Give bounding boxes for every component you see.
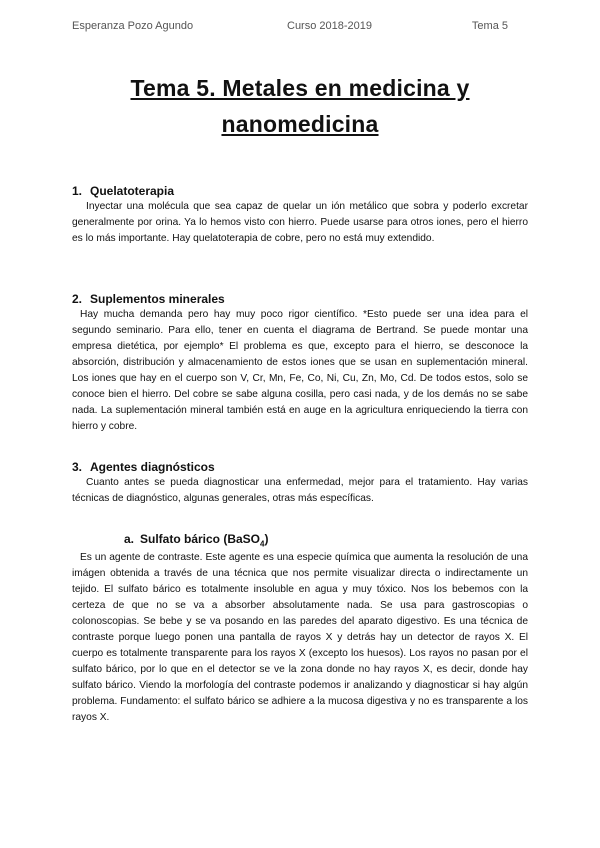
- title-line-2: nanomedicina: [221, 111, 379, 137]
- section-heading-agentes: [72, 460, 528, 474]
- section-number: 1.: [72, 184, 83, 198]
- header-topic: Tema 5: [471, 20, 508, 32]
- section-heading-suplementos: [72, 292, 528, 306]
- subsection-title-suffix: ): [264, 532, 269, 546]
- header-course: Curso 2018-2019: [287, 20, 373, 32]
- section-title: Suplementos minerales: [90, 292, 225, 306]
- subsection-paragraph-sulfato: Es un agente de contraste. Este agente es una especie química que aumenta la resolución de una imágen obtenida a través de una técnica que nos permite visualizar directa o indirectamente un tejido. El sulfato bárico es totalmente insoluble en agua y muy tóxico. Nos los bebemos con la certeza de que no se va a absorber absolutamente nada. Se usa para gastroscopias o colonoscopias. Se bebe y se va posando en las paredes del aparato digestivo. Es una técnica de contraste porque luego ponen una pantalla de rayos X y detrás hay un detector de rayos X. El cuerpo es totalmente transparente para los rayos X (excepto los huesos). Los rayos no pasan por el sulfato bárico, por lo que en el detector se ve la zona donde no hay rayos X, es decir, donde hay sulfato bárico. Viendo la morfología del contraste podemos ir analizando y diagnosticar si hay algún problema. Fundamento: el sulfato bárico se adhiere a la mucosa digestiva y no es transparente a los rayos X.: [72, 552, 528, 723]
- section-heading-quelatoterapia: [72, 184, 528, 198]
- title-line-1: Tema 5. Metales en medicina y: [130, 75, 470, 101]
- subsection-number: a.: [124, 532, 135, 546]
- section-paragraph-suplementos: Hay mucha demanda pero hay muy poco rigor científico. *Esto puede ser una idea para el segundo seminario. Para ello, tener en cuenta el diagrama de Bertrand. Se puede montar una empresa dietética, por ejemplo* El problema es que, excepto para el hierro, se desconoce la absorción, distribución y almacenamiento de estos iones que se usan en suplementación mineral. Los iones que hay en el cuerpo son V, Cr, Mn, Fe, Co, Ni, Cu, Zn, Mo, Cd. De todos estos, solo se conoce bien el hierro. Del cobre se sabe alguna cosilla, pero casi nada, y de los demás no se sabe nada. La suplementación mineral también está en auge en la agricultura enriqueciendo la tierra con hierro y cobre.: [72, 309, 528, 432]
- section-number: 3.: [72, 460, 83, 474]
- section-number: 2.: [72, 292, 83, 306]
- section-paragraph-agentes: Cuanto antes se pueda diagnosticar una enfermedad, mejor para el tratamiento. Hay varias técnicas de diagnóstico, algunas generales, otras más específicas.: [72, 477, 528, 504]
- section-title: Agentes diagnósticos: [90, 460, 215, 474]
- section-title: Quelatoterapia: [90, 184, 175, 198]
- header-author: Esperanza Pozo Agundo: [72, 20, 194, 32]
- subsection-subscript: 4: [260, 539, 265, 549]
- document-title: [60, 70, 540, 142]
- section-paragraph-quelatoterapia: Inyectar una molécula que sea capaz de quelar un ión metálico que sobra y poderlo excretar generalmente por orina. Ya lo hemos visto con hierro. Puede usarse para otros iones, pero el hierro es lo más importante. Hay quelatoterapia de cobre, pero no está muy extendido.: [72, 201, 528, 244]
- subsection-title-prefix: Sulfato bárico (BaSO: [140, 532, 261, 546]
- subsection-heading-sulfato: [72, 532, 528, 548]
